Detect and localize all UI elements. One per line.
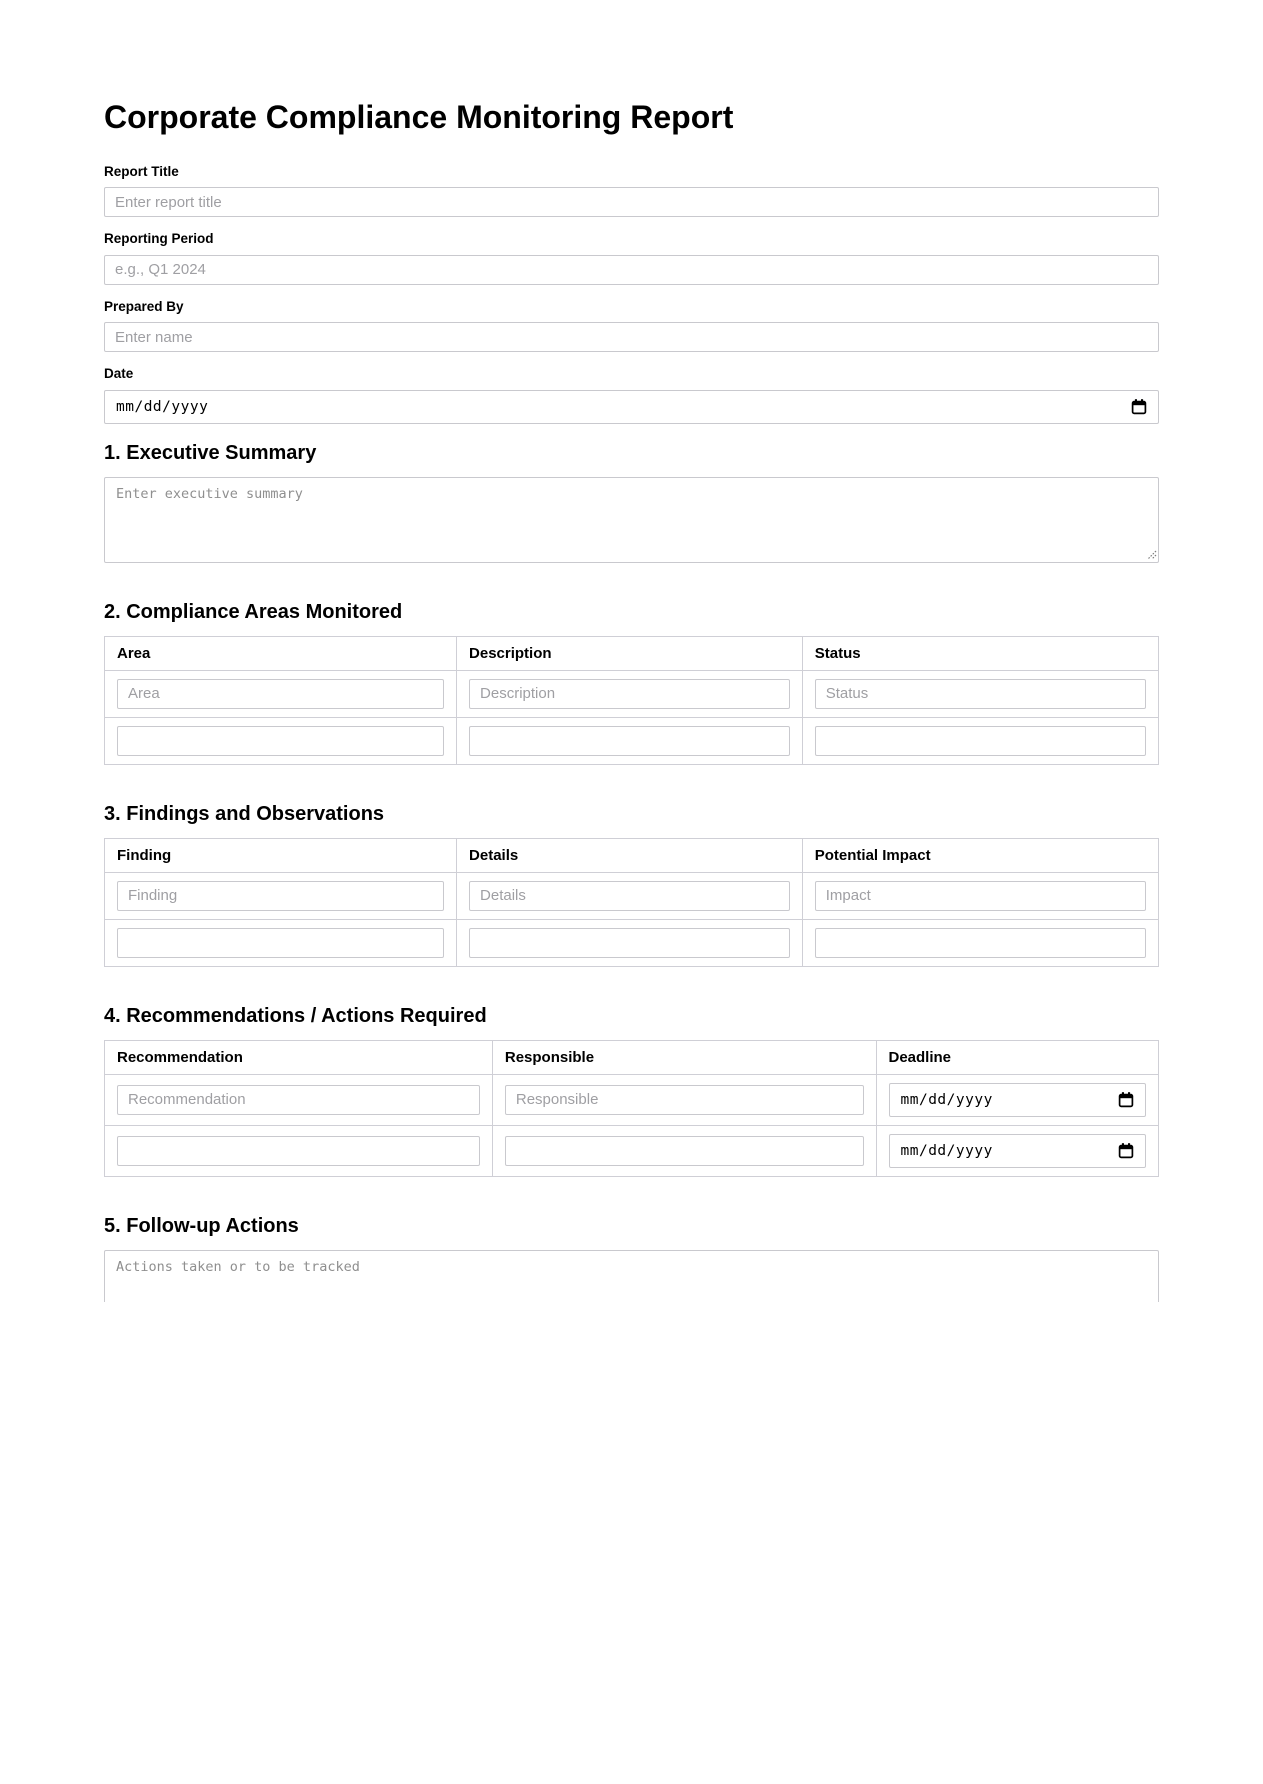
date-value: mm/dd/yyyy — [116, 398, 209, 415]
deadline-date-input[interactable] — [889, 1134, 1147, 1168]
date-value: mm/dd/yyyy — [900, 1142, 993, 1159]
details-input[interactable] — [469, 881, 790, 911]
form-container — [104, 0, 1159, 1302]
description-input[interactable] — [469, 679, 790, 709]
column-header-responsible: Responsible — [492, 1040, 876, 1074]
column-header-status: Status — [802, 636, 1158, 670]
details-input[interactable] — [469, 928, 790, 958]
prepared-by-group — [104, 299, 1159, 353]
recommendation-input[interactable] — [117, 1085, 480, 1115]
status-input[interactable] — [815, 679, 1146, 709]
calendar-icon[interactable] — [1118, 1091, 1134, 1108]
table-row — [105, 872, 1159, 919]
report-title-label: Report Title — [104, 163, 179, 179]
column-header-recommendation: Recommendation — [105, 1040, 493, 1074]
table-row — [105, 1074, 1159, 1125]
date-group — [104, 366, 1159, 424]
findings-table — [104, 838, 1159, 967]
column-header-finding: Finding — [105, 838, 457, 872]
reporting-period-input[interactable] — [104, 255, 1159, 285]
column-header-deadline: Deadline — [876, 1040, 1159, 1074]
column-header-potential-impact: Potential Impact — [802, 838, 1158, 872]
table-row — [105, 1125, 1159, 1176]
date-input[interactable] — [104, 390, 1159, 424]
compliance-areas-table — [104, 636, 1159, 765]
followup-actions-textarea[interactable] — [104, 1250, 1159, 1302]
executive-summary-textarea[interactable] — [104, 477, 1159, 563]
report-title-group — [104, 164, 1159, 218]
report-title-input[interactable] — [104, 187, 1159, 217]
section-heading-followup: 5. Follow-up Actions — [104, 1214, 299, 1237]
responsible-input[interactable] — [505, 1085, 864, 1115]
column-header-area: Area — [105, 636, 457, 670]
area-input[interactable] — [117, 679, 444, 709]
finding-input[interactable] — [117, 928, 444, 958]
page-title: Corporate Compliance Monitoring Report — [104, 99, 734, 135]
status-input[interactable] — [815, 726, 1146, 756]
column-header-details: Details — [457, 838, 803, 872]
table-row — [105, 670, 1159, 717]
responsible-input[interactable] — [505, 1136, 864, 1166]
calendar-icon[interactable] — [1131, 398, 1147, 415]
section-heading-findings: 3. Findings and Observations — [104, 802, 385, 825]
section-heading-compliance-areas: 2. Compliance Areas Monitored — [104, 600, 403, 623]
prepared-by-label: Prepared By — [104, 298, 184, 314]
calendar-icon[interactable] — [1118, 1142, 1134, 1159]
reporting-period-group — [104, 231, 1159, 285]
table-row — [105, 919, 1159, 966]
impact-input[interactable] — [815, 881, 1146, 911]
recommendations-table — [104, 1040, 1159, 1177]
table-header-row — [105, 636, 1159, 670]
section-heading-recommendations: 4. Recommendations / Actions Required — [104, 1004, 487, 1027]
date-value: mm/dd/yyyy — [900, 1091, 993, 1108]
prepared-by-input[interactable] — [104, 322, 1159, 352]
recommendation-input[interactable] — [117, 1136, 480, 1166]
area-input[interactable] — [117, 726, 444, 756]
table-header-row — [105, 1040, 1159, 1074]
followup-wrap — [104, 1250, 1159, 1302]
date-label: Date — [104, 366, 134, 382]
column-header-description: Description — [457, 636, 803, 670]
table-row — [105, 717, 1159, 764]
section-heading-executive-summary: 1. Executive Summary — [104, 441, 317, 464]
table-header-row — [105, 838, 1159, 872]
deadline-date-input[interactable] — [889, 1083, 1147, 1117]
reporting-period-label: Reporting Period — [104, 231, 214, 247]
description-input[interactable] — [469, 726, 790, 756]
finding-input[interactable] — [117, 881, 444, 911]
impact-input[interactable] — [815, 928, 1146, 958]
executive-summary-wrap — [104, 477, 1159, 563]
